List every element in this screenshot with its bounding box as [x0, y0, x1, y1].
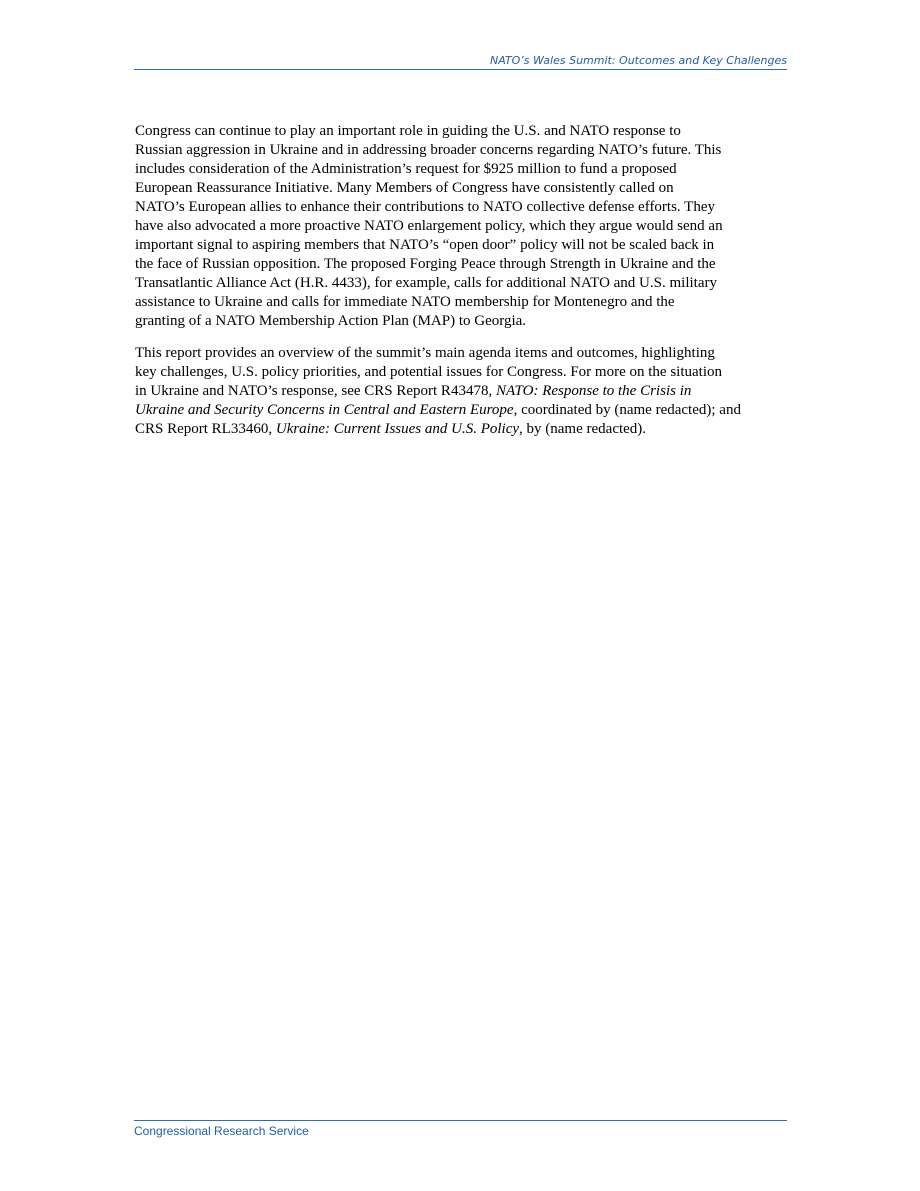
- paragraph-1-line-7: important signal to aspiring members that NATO’s “open door” policy will not be scaled back in: [135, 237, 715, 253]
- paragraph-1-line-9: Transatlantic Alliance Act (H.R. 4433), for example, calls for additional NATO and U.S. military: [135, 275, 717, 291]
- paragraph-1-line-1: Congress can continue to play an important role in guiding the U.S. and NATO response to: [135, 123, 681, 139]
- running-header: [134, 54, 787, 70]
- paragraph-1-line-8: the face of Russian opposition. The proposed Forging Peace through Strength in Ukraine and the: [135, 256, 716, 272]
- paragraph-1: [135, 122, 815, 331]
- paragraph-1-line-3: includes consideration of the Administration’s request for $925 million to fund a proposed: [135, 161, 677, 177]
- paragraph-1-line-5: NATO’s European allies to enhance their contributions to NATO collective defense efforts. They: [135, 199, 715, 215]
- running-header-title: NATO’s Wales Summit: Outcomes and Key Challenges: [489, 54, 787, 67]
- report-title-r43478-part-1: NATO: Response to the Crisis in: [495, 383, 692, 399]
- paragraph-2-line-5: [135, 420, 815, 439]
- paragraph-2-line-5-end: , by (name redacted).: [519, 421, 647, 437]
- report-title-r43478-part-2: Ukraine and Security Concerns in Central and Eastern Europe: [135, 402, 514, 418]
- running-footer: [134, 1120, 787, 1138]
- paragraph-2-line-4-text: , coordinated by (name redacted); and: [513, 402, 741, 418]
- body-text: [135, 122, 815, 452]
- paragraph-2: [135, 344, 815, 439]
- paragraph-2-line-1: This report provides an overview of the summit’s main agenda items and outcomes, highlighting: [135, 345, 715, 361]
- paragraph-1-line-2: Russian aggression in Ukraine and in addressing broader concerns regarding NATO’s future. This: [135, 142, 722, 158]
- report-title-rl33460: Ukraine: Current Issues and U.S. Policy: [275, 421, 520, 437]
- paragraph-1-line-11: granting of a NATO Membership Action Plan (MAP) to Georgia.: [135, 313, 527, 329]
- paragraph-1-line-10: assistance to Ukraine and calls for immediate NATO membership for Montenegro and the: [135, 294, 675, 310]
- footer-organization: Congressional Research Service: [134, 1124, 309, 1138]
- paragraph-2-line-2: key challenges, U.S. policy priorities, and potential issues for Congress. For more on the situation: [135, 364, 722, 380]
- paragraph-2-line-3: [135, 382, 815, 401]
- paragraph-2-line-5-text: CRS Report RL33460,: [135, 421, 276, 437]
- paragraph-2-line-3-text: in Ukraine and NATO’s response, see CRS Report R43478,: [135, 383, 496, 399]
- paragraph-2-line-4: [135, 401, 815, 420]
- paragraph-1-line-4: European Reassurance Initiative. Many Members of Congress have consistently called on: [135, 180, 674, 196]
- paragraph-1-line-6: have also advocated a more proactive NATO enlargement policy, which they argue would send an: [135, 218, 723, 234]
